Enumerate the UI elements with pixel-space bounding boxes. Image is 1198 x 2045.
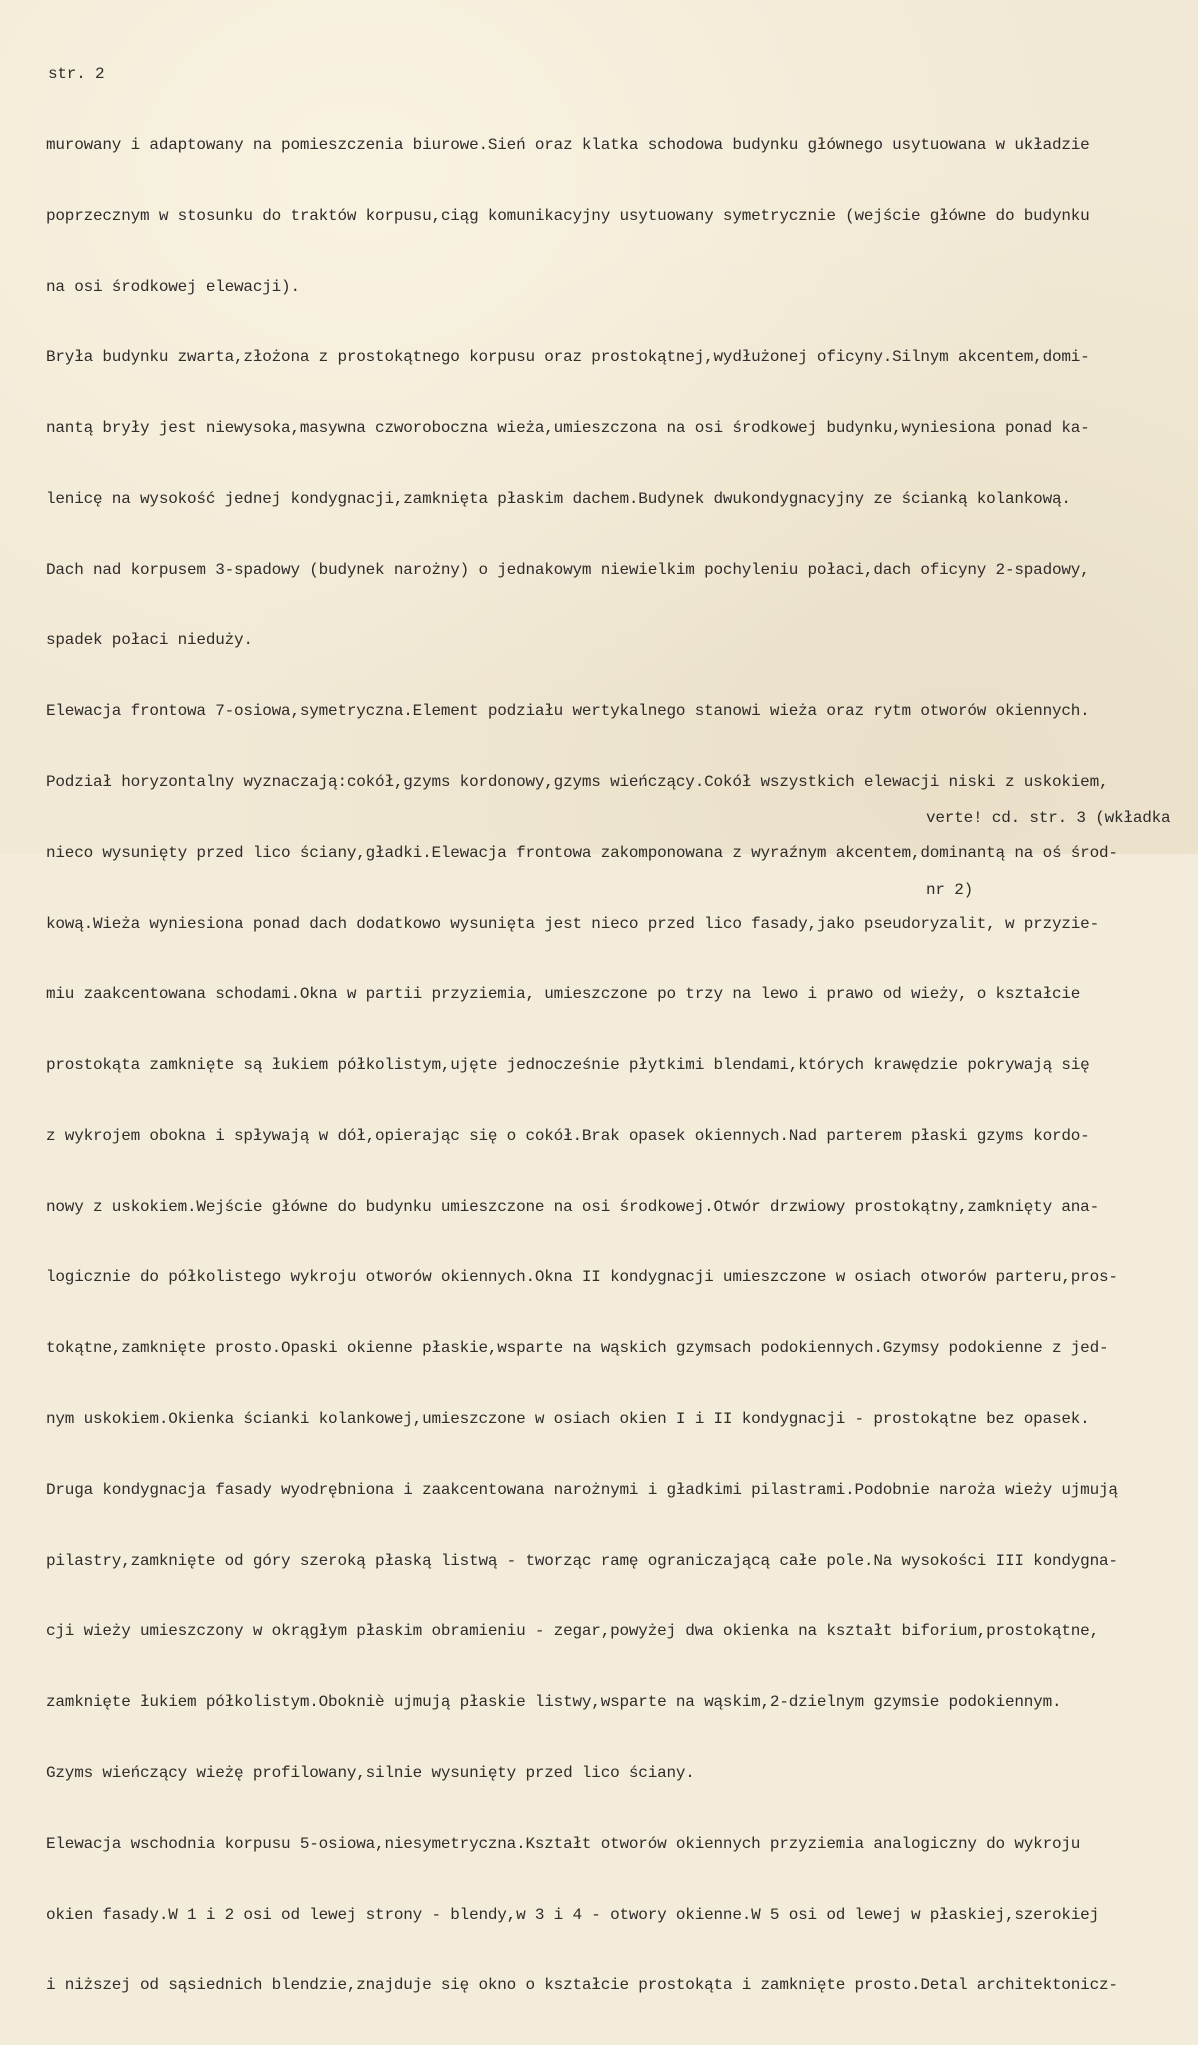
text-line: Dach nad korpusem 3-spadowy (budynek narożny) o jednakowym niewielkim pochyleniu połaci,dach oficyny 2-spadowy, (46, 560, 1090, 579)
text-line: i niższej od sąsiednich blendzie,znajduje się okno o kształcie prostokąta i zamknięte prosto.Detal architektonicz- (46, 1976, 1118, 1995)
text-line: pilastry,zamknięte od góry szeroką płaską listwą - tworząc ramę ograniczającą całe pole.Na wysokości III kondygna- (46, 1551, 1118, 1570)
text-line: murowany i adaptowany na pomieszczenia biurowe.Sień oraz klatka schodowa budynku głównego usytuowana w układzie (46, 135, 1090, 154)
text-line: Druga kondygnacja fasady wyodrębniona i zaakcentowana narożnymi i gładkimi pilastrami.Podobnie naroża wieży ujmują (46, 1480, 1118, 1499)
text-line: Podział horyzontalny wyznaczają:cokół,gzyms kordonowy,gzyms wieńczący.Cokół wszystkich elewacji niski z uskokiem, (46, 773, 1109, 791)
page-number: str. 2 (48, 65, 105, 84)
text-line: prostokąta zamknięte są łukiem półkolistym,ujęte jednocześnie płytkimi blendami,których krawędzie pokrywają się (46, 1056, 1090, 1075)
continuation-note (926, 758, 1170, 950)
text-line: Bryła budynku zwarta,złożona z prostokątnego korpusu oraz prostokątnej,wydłużonej oficyny.Silnym akcentem,domi- (46, 348, 1090, 367)
text-line: lenicę na wysokość jednej kondygnacji,zamknięta płaskim dachem.Budynek dwukondygnacyjny ze ścianką kolankową. (46, 489, 1071, 508)
text-line: spadek połaci nieduży. (46, 631, 253, 650)
text-line: miu zaakcentowana schodami.Okna w partii przyziemia, umieszczone po trzy na lewo i prawo od wieży, o kształcie (46, 985, 1081, 1004)
continuation-line: nr 2) (926, 881, 974, 899)
text-line: logicznie do półkolistego wykroju otworów okiennych.Okna II kondygnacji umieszczone w osiach otworów parteru,pros- (46, 1268, 1118, 1287)
text-line: kową.Wieża wyniesiona ponad dach dodatkowo wysunięta jest nieco przed lico fasady,jako pseudoryzalit, w przyzie- (46, 914, 1099, 933)
text-line: okien fasady.W 1 i 2 osi od lewej strony - blendy,w 3 i 4 - otwory okienne.W 5 osi od lewej w płaskiej,szerokiej (46, 1905, 1099, 1924)
text-line: poprzecznym w stosunku do traktów korpusu,ciąg komunikacyjny usytuowany symetrycznie (wejście główne do budynku (46, 206, 1090, 225)
typewritten-text (46, 16, 1191, 2045)
text-line: cji wieży umieszczony w okrągłym płaskim obramieniu - zegar,powyżej dwa okienka na kształt biforium,prostokątne, (46, 1622, 1099, 1641)
text-line: Gzyms wieńczący wieżę profilowany,silnie wysunięty przed lico ściany. (46, 1763, 695, 1782)
text-line: na osi środkowej elewacji). (46, 277, 300, 296)
text-line: z wykrojem obokna i spływają w dół,opierając się o cokół.Brak opasek okiennych.Nad parterem płaski gzyms kordo- (46, 1126, 1090, 1145)
text-line: Elewacja wschodnia korpusu 5-osiowa,niesymetryczna.Kształt otworów okiennych przyziemia analogiczny do wykroju (46, 1834, 1081, 1853)
text-line: nym uskokiem.Okienka ścianki kolankowej,umieszczone w osiach okien I i II kondygnacji - prostokątne bez opasek. (46, 1410, 1090, 1429)
text-line: nowy z uskokiem.Wejście główne do budynku umieszczone na osi środkowej.Otwór drzwiowy prostokątny,zamknięty ana- (46, 1197, 1099, 1216)
text-line: Elewacja frontowa 7-osiowa,symetryczna.Element podziału wertykalnego stanowi wieża oraz rytm otworów okiennych. (46, 702, 1090, 721)
text-line: tokątne,zamknięte prosto.Opaski okienne płaskie,wsparte na wąskich gzymsach podokiennych.Gzymsy podokienne z jed- (46, 1339, 1109, 1358)
text-line: zamknięte łukiem półkolistym.Obokniè ujmują płaskie listwy,wsparte na wąskim,2-dzielnym gzymsie podokiennym. (46, 1693, 1062, 1712)
continuation-line: verte! cd. str. 3 (wkładka (926, 809, 1171, 827)
text-line: nieco wysunięty przed lico ściany,gładki.Elewacja frontowa zakomponowana z wyraźnym akcentem,dominantą na oś środ- (46, 843, 1118, 862)
text-line: nantą bryły jest niewysoka,masywna czworoboczna wieża,umieszczona na osi środkowej budynku,wyniesiona ponad ka- (46, 419, 1090, 438)
